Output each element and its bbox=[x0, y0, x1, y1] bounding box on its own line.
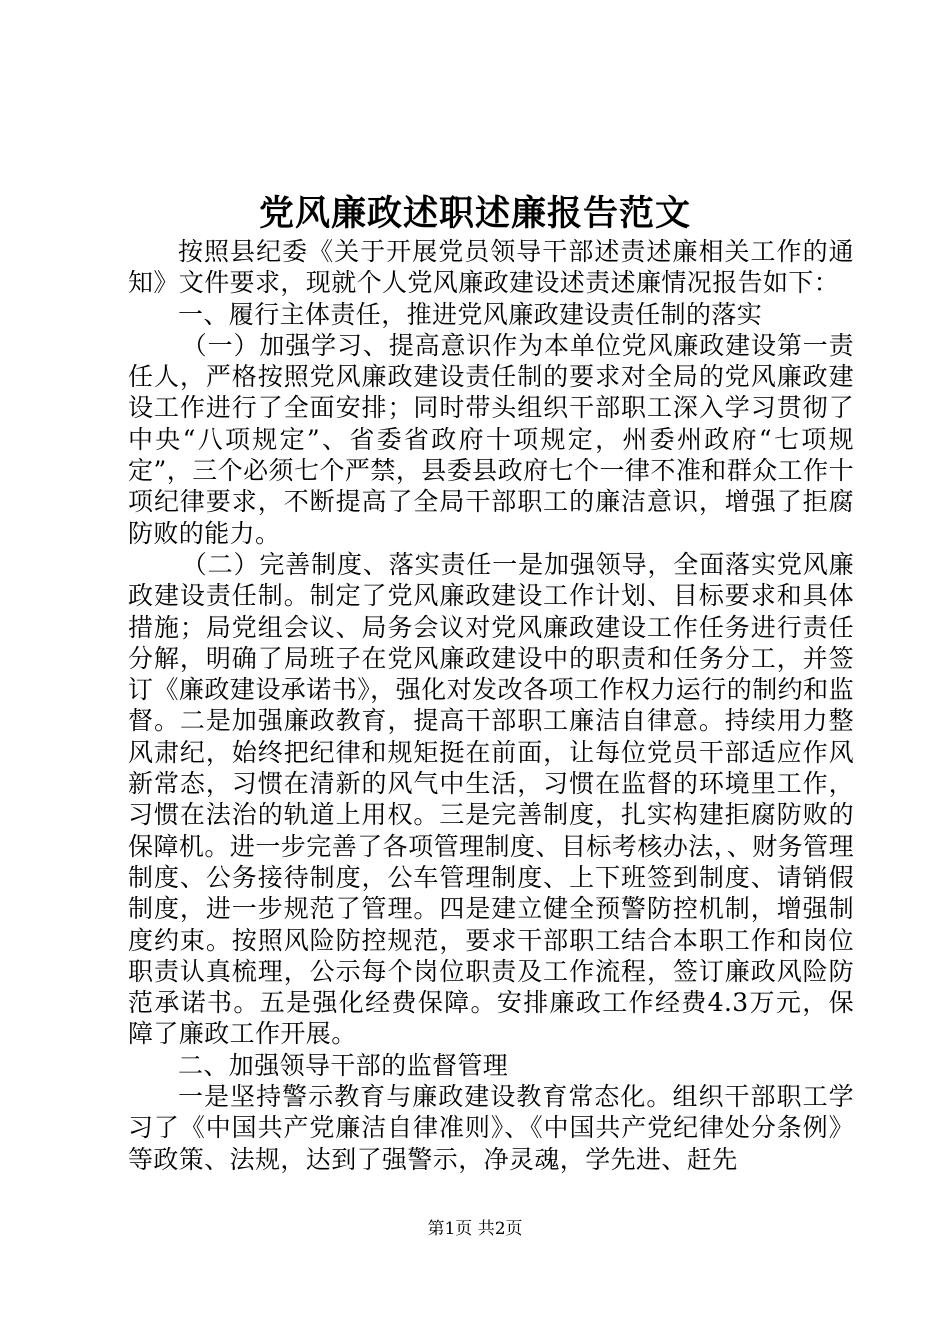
document-title: 党风廉政述职述廉报告范文 bbox=[258, 193, 691, 234]
paragraph-1-2: （二）完善制度、落实责任一是加强领导，全面落实党风廉政建设责任制。制定了党风廉政建设工作计划、目标要求和具体措施；局党组会议、局务会议对党风廉政建设工作任务进行责任分解，明确了局班子在党风廉政建设中的职责和任务分工，并签订《廉政建设承诺书》，强化对发改各项工作权力运行的制约和监督。二是加强廉政教育，提高干部职工廉洁自律意。持续用力整风肃纪，始终把纪律和规矩挺在前面，让每位党员干部适应作风新常态，习惯在清新的风气中生活，习惯在监督的环境里工作，习惯在法治的轨道上用权。三是完善制度，扎实构建拒腐防败的保障机。进一步完善了各项管理制度、目标考核办法，、财务管理制度、公务接待制度，公车管理制度、上下班签到制度、请销假制度，进一步规范了管理。四是建立健全预警防控机制，增强制度约束。按照风险防控规范，要求干部职工结合本职工作和岗位职责认真梳理，公示每个岗位职责及工作流程，签订廉政风险防范承诺书。五是强化经费保障。安排廉政工作经费4.3万元，保障了廉政工作开展。 bbox=[128, 549, 854, 1049]
section-heading-2: 二、加强领导干部的监督管理 bbox=[178, 1050, 509, 1080]
paragraph-intro: 按照县纪委《关于开展党员领导干部述责述廉相关工作的通知》文件要求，现就个人党风廉政建设述责述廉情况报告如下： bbox=[128, 237, 854, 298]
page-footer: 第1页 共2页 bbox=[427, 1219, 523, 1239]
section-heading-1: 一、履行主体责任，推进党风廉政建设责任制的落实 bbox=[178, 299, 763, 329]
paragraph-2-1: 一是坚持警示教育与廉政建设教育常态化。组织干部职工学习了《中国共产党廉洁自律准则》、《中国共产党纪律处分条例》等政策、法规，达到了强警示，净灵魂，学先进、赶先 bbox=[128, 1082, 854, 1174]
paragraph-1-1: （一）加强学习、提高意识作为本单位党风廉政建设第一责任人，严格按照党风廉政建设责任制的要求对全局的党风廉政建设工作进行了全面安排；同时带头组织干部职工深入学习贯彻了中央“八项规定”、省委省政府十项规定，州委州政府“七项规定”，三个必须七个严禁，县委县政府七个一律不准和群众工作十项纪律要求，不断提高了全局干部职工的廉洁意识，增强了拒腐防败的能力。 bbox=[128, 330, 854, 548]
document-body bbox=[128, 236, 854, 1175]
